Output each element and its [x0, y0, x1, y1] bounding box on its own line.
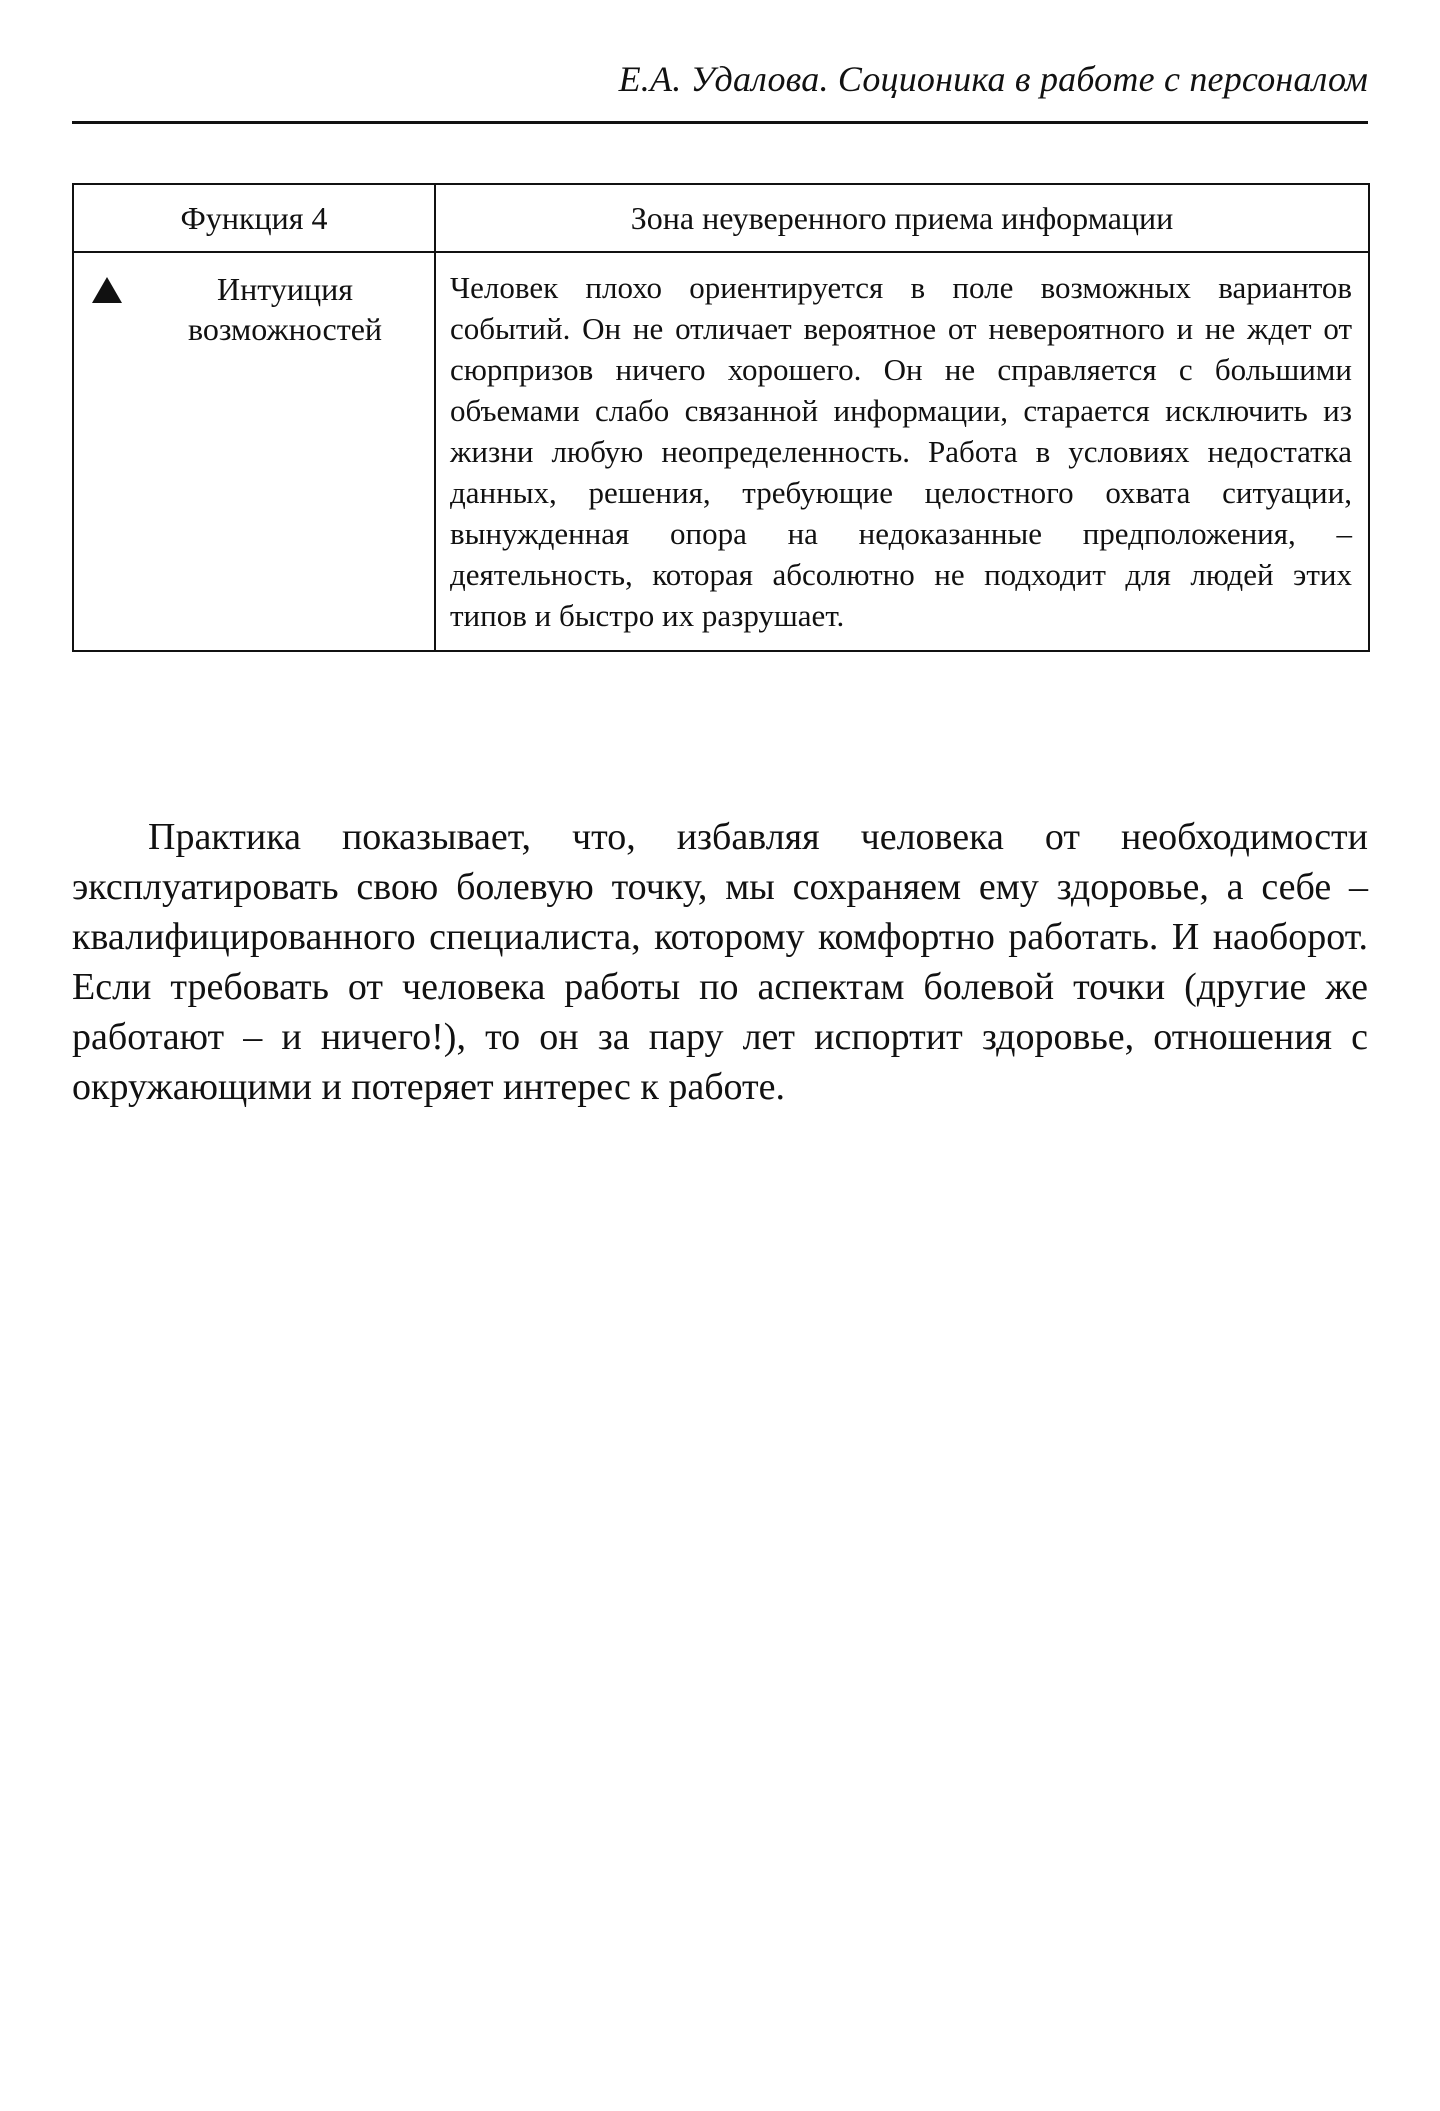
header-function-cell: Функция 4	[73, 184, 435, 252]
function-name: Интуиция возможностей	[187, 271, 383, 347]
function-table	[72, 183, 1370, 652]
triangle-up-icon	[92, 277, 122, 303]
header-zone-cell: Зона неуверенного приема информации	[435, 184, 1369, 252]
header-rule	[72, 121, 1368, 124]
running-header: Е.А. Удалова. Соционика в работе с персоналом	[618, 59, 1368, 99]
function-cell	[73, 252, 435, 651]
table-row	[73, 252, 1369, 651]
body-paragraph: Практика показывает, что, избавляя человека от необходимости эксплуатировать свою болевую точку, мы сохраняем ему здоровье, а себе – квалифицированного специалиста, которому комфортно работать. И наоборот. Если требовать от человека работы по аспектам болевой точки (другие же работают – и ничего!), то он за пару лет испортит здоровье, отношения с окружающими и потеряет интерес к работе.	[72, 816, 1368, 1108]
table-header-row	[73, 184, 1369, 252]
function-description: Человек плохо ориентируется в поле возможных вариантов событий. Он не отличает вероятное от невероятного и не ждет от сюрпризов ничего хорошего. Он не справляется с большими объемами слабо связанной информации, старается исключить из жизни любую неопределенность. Работа в условиях недостатка данных, решения, требующие целостного охвата ситуации, вынужденная опора на недоказанные предположения, – деятельность, которая абсолютно не подходит для людей этих типов и быстро их разрушает.	[435, 252, 1369, 651]
